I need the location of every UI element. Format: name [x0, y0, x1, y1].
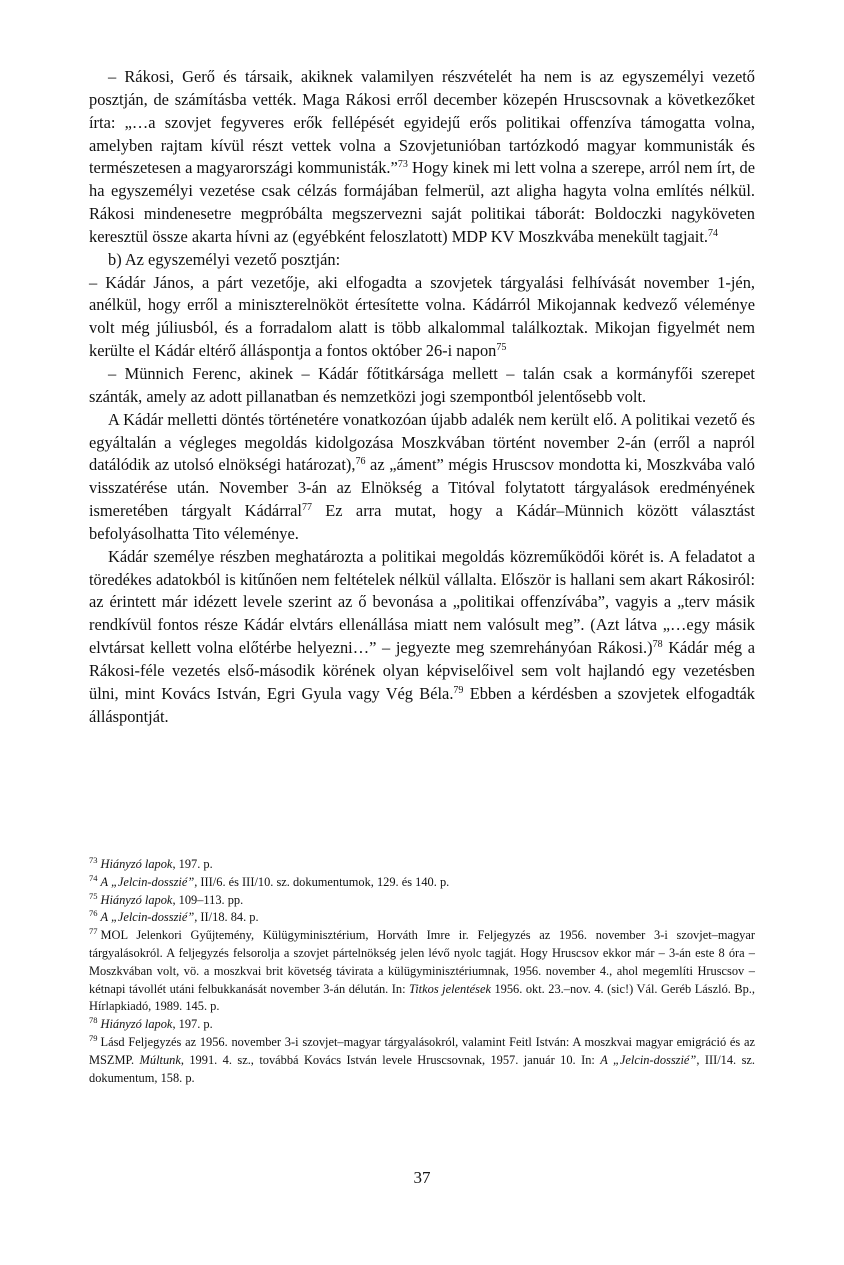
footnote-number: 78 — [89, 1015, 98, 1026]
footnote — [89, 856, 755, 874]
footnote — [89, 892, 755, 910]
footnote-reference: 74 — [708, 227, 719, 239]
footnote-reference: 79 — [453, 684, 464, 696]
italic-title: A „Jelcin-dosszié” — [100, 874, 195, 889]
italic-title: A „Jelcin-dosszié” — [100, 910, 195, 925]
text-run: – Rákosi, Gerő és társaik, akiknek valamilyen részvételét ha nem is az egyszemélyi vezető posztján, de számításba vették. Maga Rákosi erről december közepén Hruscsovnak a következőket írta: „…a szovjet fegyveres erők fellépését egyidejű erős politikai offenzíva támogatta volna, amelyben rajtam kívül részt vettek volna a Szovjetunióban tartózkodó magyar kommunisták és természetesen a magyarországi kommunisták.” — [89, 67, 755, 178]
italic-title: Hiányzó lapok — [100, 1017, 173, 1032]
text-run: az „áment” mégis Hruscsov mondotta ki, Moszkvába való visszatérése után. November 3-án az Elnökség a Titóval folytatott tárgyalások eredményének ismeretében tárgyalt Kádárral — [89, 455, 755, 521]
footnote-reference: 78 — [652, 639, 663, 651]
text-run: , III/6. és III/10. sz. dokumentumok, 129. és 140. p. — [194, 874, 450, 889]
text-run: , 197. p. — [172, 1017, 213, 1032]
page-number: 37 — [413, 1168, 431, 1187]
paragraph — [89, 409, 755, 546]
italic-title: Hiányzó lapok — [100, 892, 173, 907]
footnote-number: 74 — [89, 872, 98, 883]
italic-title: A „Jelcin-dosszié” — [600, 1052, 697, 1067]
text-run: , II/18. 84. p. — [194, 910, 259, 925]
text-run: Lásd Feljegyzés az 1956. november 3-i szovjet–magyar tárgyalásokról, valamint Feitl István: A moszkvai magyar emigráció és az MSZMP. — [89, 1034, 755, 1067]
paragraph — [89, 272, 755, 363]
footnote-reference: 77 — [301, 502, 312, 514]
footnote-number: 77 — [89, 926, 98, 937]
footnote-reference: 76 — [355, 456, 366, 468]
footnote-reference: 75 — [496, 342, 507, 354]
footnote — [89, 927, 755, 1016]
text-run: , 197. p. — [172, 857, 213, 871]
footnote — [89, 874, 755, 892]
paragraph — [89, 546, 755, 729]
text-run: – Münnich Ferenc, akinek – Kádár főtitkársága mellett – talán csak a kormányfői szerepet szánták, amely az adott pillanatban és nemzetközi jogi szempontból jelentősebb volt. — [89, 363, 755, 406]
text-run: – Kádár János, a párt vezetője, aki elfogadta a szovjetek tárgyalási felhívását november 1-jén, anélkül, hogy erről a miniszterelnököt értesítette volna. Kádárról Mikojannak kedvező véleménye volt még júliusból, és a forradalom alatt is több alkalommal találkoztak. Mikojan figyelmét nem kerülte el Kádár eltérő álláspontja a fontos október 26-i napon — [89, 272, 755, 361]
footnote-reference: 73 — [397, 159, 408, 171]
text-run: Kádár személye részben meghatározta a politikai megoldás közreműködői körét is. A feladatot a töredékes adatokból is kitűnően nem feltételek nélkül vállalta. Először is hallani sem akart Rákosiról: az érintett már idézett levele szerint az ő bevonása a „politikai offenzívába”, vagyis a „terv másik rendkívül fontos része Kádár elvtárs ellenállása miatt nem valósult meg”. (Azt látva „…egy másik elvtársat kellett volna előtérbe helyezni…” – jegyezte meg szemrehányóan Rákosi.) — [89, 546, 755, 658]
text-run: , III/14. sz. dokumentum, 158. p. — [89, 1052, 756, 1085]
footnotes — [89, 856, 755, 1087]
text-run: Ez arra mutat, hogy a Kádár–Münnich között választást befolyásolhatta Tito véleménye. — [89, 501, 755, 543]
paragraph — [89, 363, 755, 409]
paragraph — [89, 66, 755, 249]
text-run: Kádár még a Rákosi-féle vezetés első-második körének olyan képviselőivel sem volt hajlandó egy vezetésben ülni, mint Kovács István, Egri Gyula vagy Vég Béla. — [89, 638, 756, 703]
text-run: , 109–113. pp. — [172, 892, 244, 907]
footnote-number: 76 — [89, 908, 98, 919]
footnote-number: 75 — [89, 890, 98, 901]
footnote — [89, 909, 755, 927]
text-run: A Kádár melletti döntés történetére vonatkozóan újabb adalék nem került elő. A politikai vezető és egyáltalán a végleges megoldás kidolgozása Moszkvában történt november 2-án (erről a napról datálódik az utolsó elnökségi határozat), — [89, 409, 755, 475]
text-run: Hogy kinek mi lett volna a szerepe, arról nem írt, de ha egyszemélyi vezetése csak célzás formájában felmerül, azt aligha hagyta volna említés nélkül. Rákosi mindenesetre megpróbálta megszervezni saját politikai táborát: Boldoczki nagyköveten keresztül össze akarta hívni az (egyébként feloszlatott) MDP KV Moszkvába menekült tagjait. — [89, 158, 755, 246]
paragraph — [89, 249, 755, 272]
footnote-number: 73 — [89, 855, 98, 865]
italic-title: Múltunk — [139, 1052, 181, 1067]
text-run: MOL Jelenkori Gyűjtemény, Külügyminisztérium, Horváth Imre ir. Feljegyzés az 1956. november 3-i szovjet–magyar tárgyalásokról. A feljegyzés felsorolja a szovjet pártelnökség jelen lévő nyolc tagját. Hogy Hruscsov ekkor már – 3-án este 8 óra – Moszkvában volt, vö. a moszkvai brit követség távirata a külügyminisztériumnak, 1956. november 4., ahol megemlíti Hruscsov – kétnapi távollét utáni felbukkanását november 3-án délután. In: — [89, 928, 755, 996]
body-text — [89, 66, 755, 728]
text-run: 1956. okt. 23.–nov. 4. (sic!) Vál. Geréb László. Bp., Hírlapkiadó, 1989. 145. p. — [89, 981, 756, 1014]
italic-title: Hiányzó lapok — [100, 857, 173, 871]
text-run: , 1991. 4. sz., továbbá Kovács István levele Hruscsovnak, 1957. január 10. In: — [180, 1052, 601, 1067]
footnote — [89, 1034, 755, 1087]
text-run: Ebben a kérdésben a szovjetek elfogadták álláspontját. — [89, 683, 755, 726]
text-run: b) Az egyszemélyi vezető posztján: — [108, 249, 341, 269]
italic-title: Titkos jelentések — [409, 981, 491, 996]
footnote — [89, 1016, 755, 1034]
footnote-number: 79 — [89, 1032, 98, 1043]
